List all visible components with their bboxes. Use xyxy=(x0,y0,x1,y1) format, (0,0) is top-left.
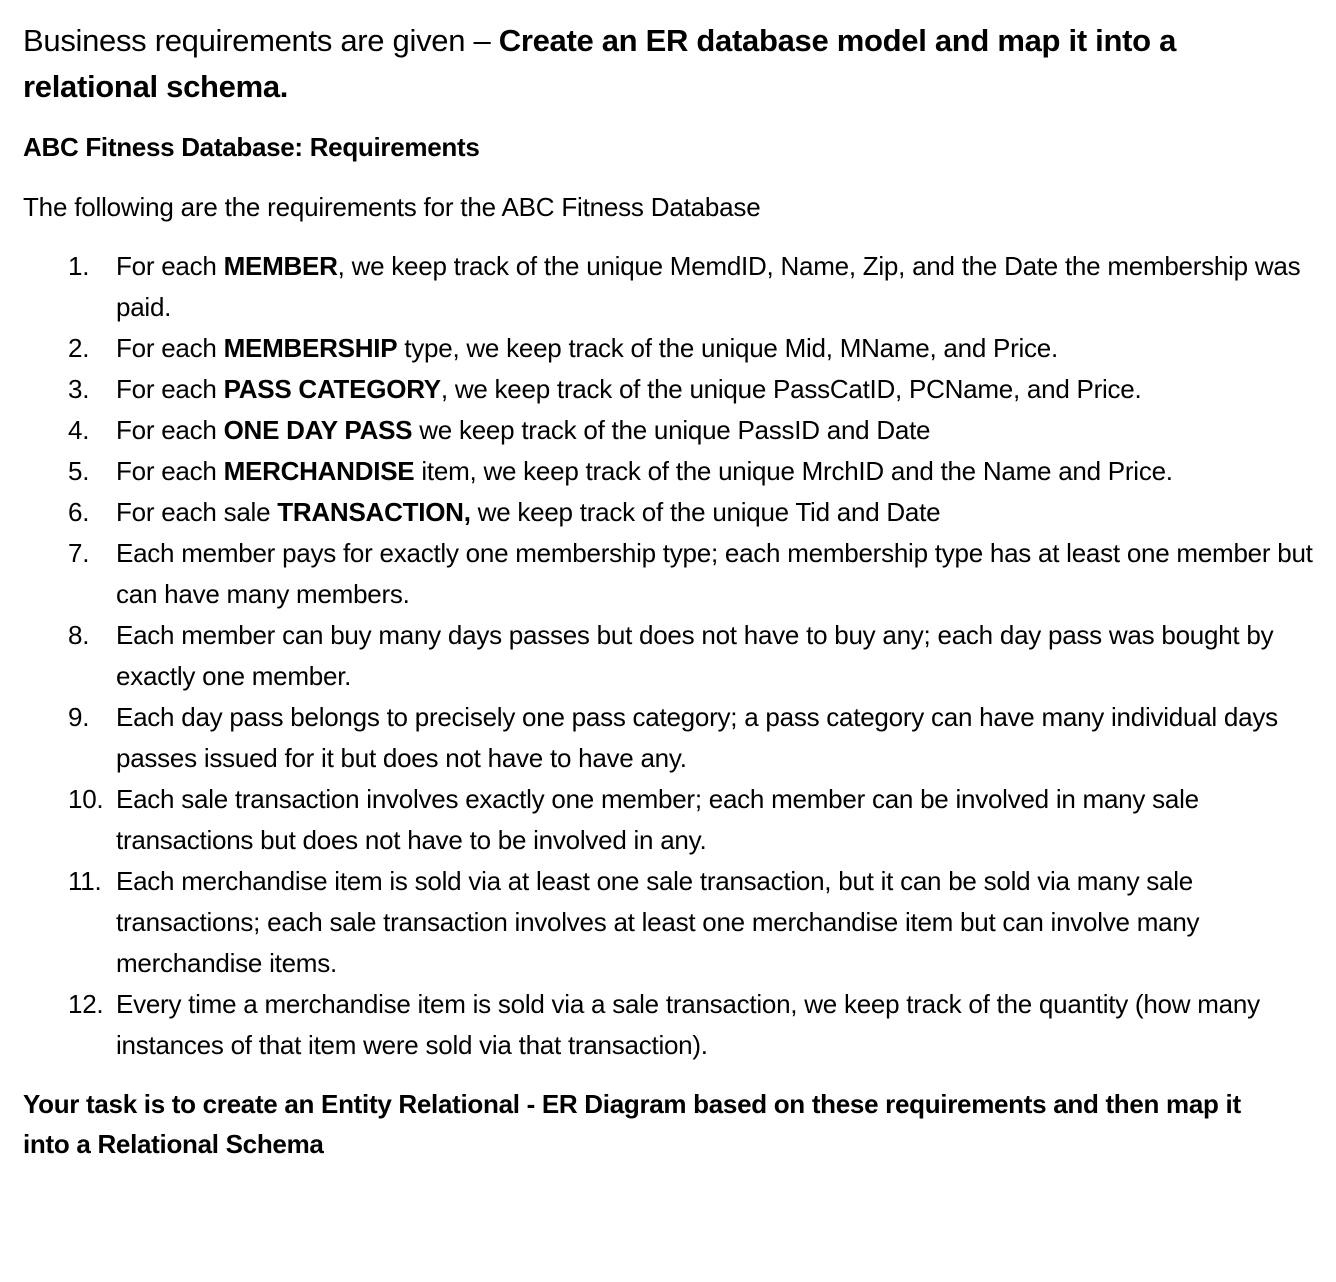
title-bold-text: Create an ER database model and map it into a relational schema. xyxy=(23,23,1177,104)
requirement-entity-name: MEMBER xyxy=(223,251,338,281)
requirement-number: 8. xyxy=(68,620,90,650)
requirement-entity-name: MERCHANDISE xyxy=(223,456,415,486)
requirement-text-tail: , we keep track of the unique PassCatID, PCName, and Price. xyxy=(440,374,1142,404)
requirement-item xyxy=(23,533,1313,615)
requirement-item xyxy=(23,410,1313,451)
requirement-text: Each sale transaction involves exactly one member; each member can be involved in many sale transactions but does not have to be involved in any. xyxy=(116,784,1199,855)
requirement-number: 12. xyxy=(68,989,104,1019)
requirement-number: 7. xyxy=(68,538,90,568)
requirement-number: 6. xyxy=(68,497,90,527)
requirement-text: For each xyxy=(116,333,224,363)
requirement-item xyxy=(23,451,1313,492)
intro-text: The following are the requirements for the ABC Fitness Database xyxy=(23,192,761,222)
requirement-entity-name: MEMBERSHIP xyxy=(223,333,398,363)
requirement-item xyxy=(23,246,1313,328)
requirement-text-tail: type, we keep track of the unique Mid, MName, and Price. xyxy=(397,333,1058,363)
requirement-item xyxy=(23,861,1313,984)
requirement-text: Each merchandise item is sold via at least one sale transaction, but it can be sold via many sale transactions; each sale transaction involves at least one merchandise item but can involve many merchandise items. xyxy=(116,866,1200,978)
requirement-text-tail: item, we keep track of the unique MrchID and the Name and Price. xyxy=(414,456,1173,486)
requirement-entity-name: PASS CATEGORY xyxy=(223,374,441,404)
requirement-text: Every time a merchandise item is sold via a sale transaction, we keep track of the quantity (how many instances of that item were sold via that transaction). xyxy=(116,989,1260,1060)
requirement-number: 5. xyxy=(68,456,90,486)
document-title xyxy=(23,18,1283,110)
requirement-number: 9. xyxy=(68,702,90,732)
requirement-item xyxy=(23,697,1313,779)
requirement-item xyxy=(23,984,1313,1066)
requirement-text-tail: we keep track of the unique Tid and Date xyxy=(470,497,941,527)
requirement-text: For each xyxy=(116,415,224,445)
requirement-number: 11. xyxy=(68,866,102,896)
task-statement: Your task is to create an Entity Relational - ER Diagram based on these requirements and then map it into a Relational Schema xyxy=(23,1089,1241,1159)
requirement-text-tail: we keep track of the unique PassID and Date xyxy=(412,415,931,445)
requirement-number: 10. xyxy=(68,784,104,814)
section-heading: ABC Fitness Database: Requirements xyxy=(23,132,480,162)
requirement-item xyxy=(23,369,1313,410)
requirement-text: For each xyxy=(116,456,224,486)
requirement-text: For each xyxy=(116,374,224,404)
requirement-item xyxy=(23,328,1313,369)
requirement-text-tail: , we keep track of the unique MemdID, Name, Zip, and the Date the membership was paid. xyxy=(116,251,1301,322)
requirement-number: 1. xyxy=(68,251,90,281)
requirement-entity-name: ONE DAY PASS xyxy=(223,415,413,445)
requirement-text: For each sale xyxy=(116,497,278,527)
requirements-list xyxy=(23,246,1313,1066)
requirement-item xyxy=(23,779,1313,861)
requirement-item xyxy=(23,615,1313,697)
requirement-number: 2. xyxy=(68,333,90,363)
requirement-number: 4. xyxy=(68,415,90,445)
requirement-number: 3. xyxy=(68,374,90,404)
requirement-text: Each member pays for exactly one membership type; each membership type has at least one member but can have many members. xyxy=(116,538,1313,609)
title-normal-text: Business requirements are given – xyxy=(23,23,499,58)
requirement-item xyxy=(23,492,1313,533)
requirement-entity-name: TRANSACTION, xyxy=(277,497,471,527)
requirement-text: Each member can buy many days passes but does not have to buy any; each day pass was bought by exactly one member. xyxy=(116,620,1274,691)
requirement-text: Each day pass belongs to precisely one pass category; a pass category can have many individual days passes issued for it but does not have to have any. xyxy=(116,702,1278,773)
requirement-text: For each xyxy=(116,251,224,281)
